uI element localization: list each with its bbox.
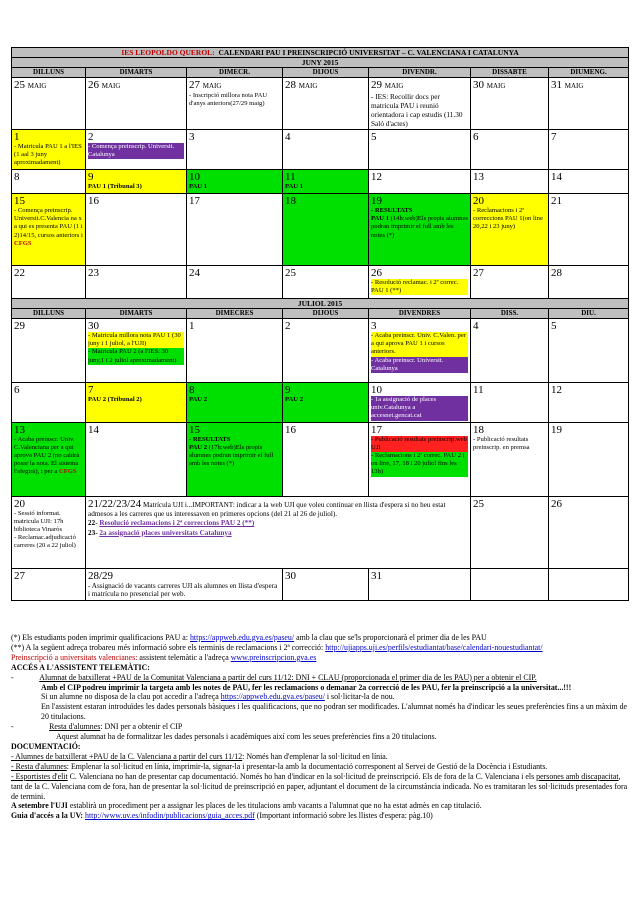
day-cell: 20 - Sessió informat. matricula UJI: 17h biblioteca Vinaròs - Reclamac.adjudicació carreres (20 a 22 juliol) bbox=[12, 496, 86, 568]
day-cell: 11 PAU 1 bbox=[283, 170, 369, 194]
day-cell bbox=[549, 568, 629, 600]
day-cell: 4 bbox=[283, 130, 369, 170]
day-cell: 19 - RESULTATS PAU 1 (14h:web)Els propis alumnes podran imprimir el full amb les notes (*) bbox=[369, 194, 471, 266]
day-cell: 30 - Matricula millora nota PAU 1 (30 juny i 1 juliol, a l'UJI) - Matricula PAU 2 (a l'IES: 30 juny,1 i 2 juliol aproximadament) bbox=[86, 319, 187, 383]
day-cell: 1 bbox=[187, 319, 283, 383]
day-cell: 2 - Comença preinscrip. Universit. Catalunya bbox=[86, 130, 187, 170]
day-cell: 30 MAIG bbox=[471, 78, 549, 130]
day-cell: 1 - Matricula PAU 1 a l'IES (1 aal 3 juny aproximadament) bbox=[12, 130, 86, 170]
day-cell: 16 bbox=[86, 194, 187, 266]
month-june: JUNY 2015 bbox=[12, 58, 629, 68]
day-cell: 25 bbox=[471, 496, 549, 568]
day-cell-span: 21/22/23/24 Matrícula UJI i...IMPORTANT: indicar a la web UJI que voleu continuar en llista d'espera si no heu estat admesos a les carreres que us interessaven en primeres opcions (del 21 al 26 de juliol). 22- Resolució reclamacions i 2ª correccions PAU 2 (**) 23- 2a assignació places universitats Catalunya bbox=[86, 496, 471, 568]
day-cell: 18 - Publicació resultats preinscrip. en premsa bbox=[471, 422, 549, 496]
note-2: (**) A la següent adreça trobareu més informació sobre els terminis de reclamacions i 2ª correcció: http://ujiapps.uji.es/perfils/estudiantat/base/calendari-nouestudiantat/ bbox=[11, 642, 543, 652]
day-cell: 16 bbox=[283, 422, 369, 496]
day-cell: 11 bbox=[471, 383, 549, 423]
month-july: JULIOL 2015 bbox=[12, 299, 629, 309]
weekday-header-june: DILLUNS DIMARTS DIMECR. DIJOUS DIVENDR. DISSABTE DIUMENG. bbox=[12, 68, 629, 78]
accesnet-link[interactable]: accesnet.gencat.cat bbox=[371, 412, 468, 420]
week-row bbox=[12, 194, 629, 266]
day-cell: 9 PAU 1 (Tribunal 3) bbox=[86, 170, 187, 194]
day-cell: 8 PAU 2 bbox=[187, 383, 283, 423]
week-row bbox=[12, 319, 629, 383]
day-cell: 28 bbox=[549, 266, 629, 299]
day-cell: 31 MAIG bbox=[549, 78, 629, 130]
day-cell: 12 bbox=[549, 383, 629, 423]
day-cell: 14 bbox=[86, 422, 187, 496]
paseu-key-link[interactable]: https://appweb.edu.gva.es/paseu/ bbox=[220, 692, 325, 702]
week-row bbox=[12, 170, 629, 194]
preinscripcion-link[interactable]: www.preinscripcion.gva.es bbox=[230, 652, 317, 662]
day-cell: 3 - Acaba preinscr. Univ. C.Valen. per a qui aprova PAU 1 i cursos anteriors. - Acaba preinscr. Universit. Catalunya bbox=[369, 319, 471, 383]
day-cell: 20 - Reclamacions i 2ª correccions PAU 1(on line 20,22 i 23 juny) bbox=[471, 194, 549, 266]
day-cell: 27 bbox=[12, 568, 86, 600]
week-row bbox=[12, 266, 629, 299]
day-cell: 10 PAU 1 bbox=[187, 170, 283, 194]
note-1: (*) Els estudiants poden imprimir qualificacions PAU a: https://appweb.edu.gva.es/paseu/ amb la clau que se'ls proporcionarà el primer dia de les PAU bbox=[11, 633, 487, 642]
day-cell: 4 bbox=[471, 319, 549, 383]
day-cell: 29 MAIG - IES: Recollir docs per matricula PAU i reunió orientadora i cap estudis (11.30 Saló d'actes) bbox=[369, 78, 471, 130]
day-cell: 14 bbox=[549, 170, 629, 194]
day-cell: 25 MAIG bbox=[12, 78, 86, 130]
day-cell: 21 bbox=[549, 194, 629, 266]
day-cell: 13 bbox=[471, 170, 549, 194]
week-row bbox=[12, 568, 629, 600]
day-cell: 30 bbox=[283, 568, 369, 600]
calendar-title bbox=[12, 48, 629, 58]
uv-guide-link[interactable]: http://www.uv.es/infodin/publicacions/guia_acces.pdf bbox=[85, 811, 255, 821]
day-cell: 13 - Acaba preinscr. Univ. C.Valenciana per a qui aprova PAU 2 (no caldrà posar la nota. El sistema l'afegirà), i per a CFGS bbox=[12, 422, 86, 496]
day-cell: 17 - Publicació resultats preinscrip.web UJI - Reclamacions i 2ª correc. PAU 2 ( on line, 17, 18 i 20 juliol fins les 13h) bbox=[369, 422, 471, 496]
day-cell: 7 PAU 2 (Tribunal 2) bbox=[86, 383, 187, 423]
week-row bbox=[12, 496, 629, 568]
day-cell: 24 bbox=[187, 266, 283, 299]
week-row bbox=[12, 383, 629, 423]
day-cell: 26 MAIG bbox=[86, 78, 187, 130]
day-cell: 5 bbox=[369, 130, 471, 170]
day-cell: 12 bbox=[369, 170, 471, 194]
day-cell: 31 bbox=[369, 568, 471, 600]
paseu-link[interactable]: https://appweb.edu.gva.es/paseu/ bbox=[189, 633, 295, 642]
calendar-heading: CALENDARI PAU I PREINSCRIPCIÓ UNIVERSITAT – C. VALENCIANA I CATALUNYA bbox=[218, 48, 519, 57]
note-3: Preinscripció a universitats valencianes: assistent telemàtic a l'adreça www.preinscripcion.gva.es bbox=[11, 652, 317, 662]
notes-section: (*) Els estudiants poden imprimir qualificacions PAU a: https://appweb.edu.gva.es/paseu/ amb la clau que se'ls proporcionarà el primer dia de les PAU (**) A la següent adreça trobareu més informació sobre els terminis de reclamacions i 2ª correcció: http://ujiapps.uji.es/perfils/estudiantat/base/calendari-nouestudiantat/ Preinscripció a universitats valencianes: assistent telemàtic a l'adreça www.preinscripcion.gva.es ACCÉS A L'ASSISTENT TELEMÀTIC: - Alumnat de batxillerat +PAU de la Comunitat Valenciana a partir del curs 11/12: DNI + CLAU (proporcionada el primer dia de les PAU) per a obtenir el CIP. Amb el CIP podreu imprimir la targeta amb les notes de PAU, fer les reclamacions o demanar 2a correcció de les PAU, fer la preinscripció a la universitat...!!! Si un alumne no disposa de la clau pot accedir a l'adreça https://appweb.edu.gva.es/paseu/ i sol·licitar-la de nou. En l'assistent estaran introduïdes les dades personals bàsiques i les qualificacions, que no podran ser modificades. L'alumnat només ha d'indicar les seues preferències fins a un màxim de 20 titulacions. - Resta d'alumnes: DNI per a obtenir el CIP Aquest alumnat ha de formalitzar les dades personals i acadèmiques així com les seues preferències fins a 20 titulacions. DOCUMENTACIÓ: - Alumnes de batxillerat +PAU de la C. Valenciana a partir del curs 11/12: Només han d'emplenar la sol·licitud en línia. - Resta d'alumnes: Emplenar la sol·licitud en línia, imprimir-la, signar-la i presentar-la amb la documentació corresponent al Servei de Gestió de la Docència i Estudiants. - Esportistes d'elit C. Valenciana no han de presentar cap documentació. Només ho han d'indicar en la sol·licitud de preinscripció. Els de fora de la C. Valenciana i els persones amb discapacitat, tant de la C. Valenciana com de fora, han de presentar la sol·licitud de preinscripció en paper, adjuntant el document de la circumstància indicada. No es tramitaran les sol·licituds presentades fora de termini. A setembre l'UJI establirà un procediment per a assignar les places de les titulacions amb vacants a l'alumnat que no ha estat admès en cap titulació. Guia d'accés a la UV: http://www.uv.es/infodin/publicacions/guia_acces.pdf (Important informació sobre les llistes d'espera: pàg.10) bbox=[11, 633, 628, 821]
day-cell: 26 - Resolució reclamac. i 2ª correc. PAU 1 (**) bbox=[369, 266, 471, 299]
day-cell: 6 bbox=[12, 383, 86, 423]
day-cell: 22 bbox=[12, 266, 86, 299]
day-cell: 26 bbox=[549, 496, 629, 568]
week-row bbox=[12, 422, 629, 496]
day-cell-span: 28/29 - Assignació de vacants carreres UJI als alumnes en llista d'espera i matrícula no presencial per web. bbox=[86, 568, 283, 600]
day-cell: 27 bbox=[471, 266, 549, 299]
day-cell: 6 bbox=[471, 130, 549, 170]
day-cell: 25 bbox=[283, 266, 369, 299]
day-cell: 7 bbox=[549, 130, 629, 170]
day-cell bbox=[471, 568, 549, 600]
day-cell: 28 MAIG bbox=[283, 78, 369, 130]
section-heading: ACCÉS A L'ASSISTENT TELEMÀTIC: bbox=[11, 662, 150, 672]
day-cell: 17 bbox=[187, 194, 283, 266]
day-cell: 15 - RESULTATS PAU 2 (17h:web)Els propis alumnes podran imprimir el full amb les notes (*) bbox=[187, 422, 283, 496]
day-cell: 9 PAU 2 bbox=[283, 383, 369, 423]
day-cell: 23 bbox=[86, 266, 187, 299]
day-cell: 15 - Comença preinscrip. Universit.C.Valencia na x a qui es presenta PAU (1 i 2)14/15, cursos anteriors i CFGS bbox=[12, 194, 86, 266]
calendar-table bbox=[11, 47, 629, 601]
uji-calendar-link[interactable]: http://ujiapps.uji.es/perfils/estudiantat/base/calendari-nouestudiantat/ bbox=[325, 642, 543, 652]
section-heading: DOCUMENTACIÓ: bbox=[11, 741, 81, 751]
day-cell: 18 bbox=[283, 194, 369, 266]
school-name: IES LEOPOLDO QUEROL: bbox=[121, 48, 215, 57]
week-row bbox=[12, 130, 629, 170]
day-cell: 10 - 1a assignació de places univ.Catalunya a accesnet.gencat.cat bbox=[369, 383, 471, 423]
day-cell: 2 bbox=[283, 319, 369, 383]
day-cell: 27 MAIG - Inscripció millora nota PAU d'anys anteriors(27/29 maig) bbox=[187, 78, 283, 130]
day-cell: 19 bbox=[549, 422, 629, 496]
day-cell: 5 bbox=[549, 319, 629, 383]
week-row bbox=[12, 78, 629, 130]
weekday-header-july: DILLUNS DIMARTS DIMECRES DIJOUS DIVENDRES DISS. DIU. bbox=[12, 309, 629, 319]
day-cell: 8 bbox=[12, 170, 86, 194]
day-cell: 3 bbox=[187, 130, 283, 170]
day-cell: 29 bbox=[12, 319, 86, 383]
